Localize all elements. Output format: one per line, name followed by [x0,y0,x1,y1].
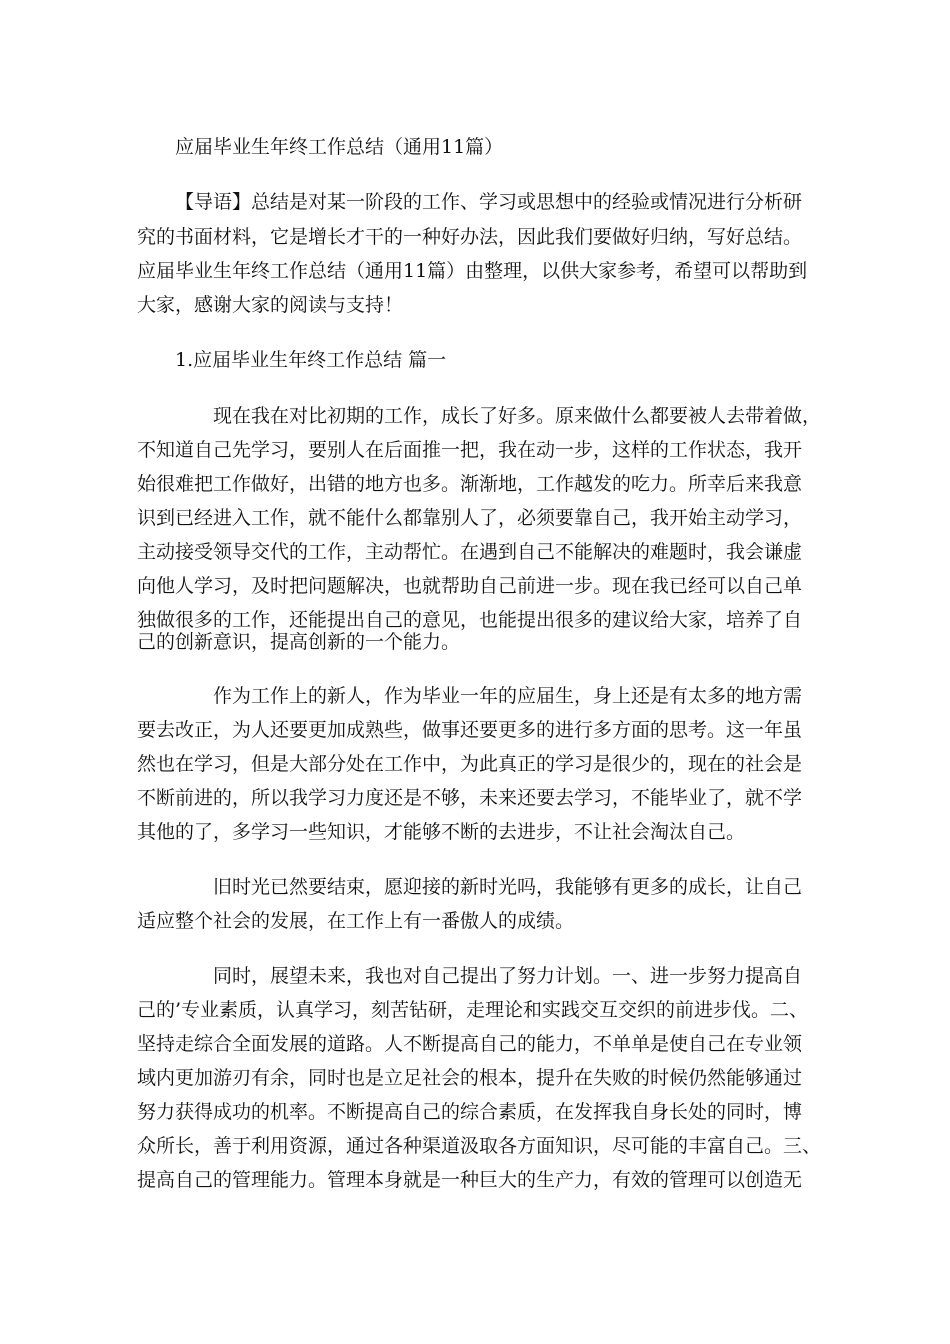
paragraph-line: 识到已经进入工作，就不能什么都靠别人了，必须要靠自己，我开始主动学习， [137,507,803,529]
paragraph-line: 始很难把工作做好，出错的地方也多。渐渐地，工作越发的吃力。所幸后来我意 [137,473,803,495]
paragraph-line: 旧时光已然要结束，愿迎接的新时光吗，我能够有更多的成长，让自己 [213,876,803,898]
paragraph-line: 作为工作上的新人，作为毕业一年的应届生，身上还是有太多的地方需 [213,685,803,707]
paragraph-line: 主动接受领导交代的工作，主动帮忙。在遇到自己不能解决的难题时，我会谦虚 [137,541,803,563]
intro-line: 大家，感谢大家的阅读与支持！ [137,294,404,316]
paragraph-line: 域内更加游刃有余，同时也是立足社会的根本，提升在失败的时候仍然能够通过 [137,1067,803,1089]
paragraph-line: 适应整个社会的发展，在工作上有一番傲人的成绩。 [137,910,575,932]
paragraph-line: 要去改正，为人还要更加成熟些，做事还要更多的进行多方面的思考。这一年虽 [137,719,803,741]
paragraph-line: 众所长，善于利用资源，通过各种渠道汲取各方面知识，尽可能的丰富自己。三、 [137,1135,822,1157]
paragraph-line: 坚持走综合全面发展的道路。人不断提高自己的能力，不单单是使自己在专业领 [137,1033,803,1055]
intro-line: 【导语】总结是对某一阶段的工作、学习或思想中的经验或情况进行分析研 [175,191,803,213]
paragraph-line: 现在我在对比初期的工作，成长了好多。原来做什么都要被人去带着做， [213,405,822,427]
paragraph-line: 不断前进的，所以我学习力度还是不够，未来还要去学习，不能毕业了，就不学 [137,787,803,809]
intro-line: 究的书面材料，它是增长才干的一种好办法，因此我们要做好归纳，写好总结。 [137,226,803,248]
intro-line: 应届毕业生年终工作总结（通用11篇）由整理，以供大家参考，希望可以帮助到 [137,260,808,282]
paragraph-line: 努力获得成功的机率。不断提高自己的综合素质，在发挥我自身长处的同时，博 [137,1101,803,1123]
section-heading: 1.应届毕业生年终工作总结 篇一 [175,349,447,371]
document-title: 应届毕业生年终工作总结（通用11篇） [175,136,504,158]
paragraph-line: 然也在学习，但是大部分处在工作中，为此真正的学习是很少的，现在的社会是 [137,753,803,775]
paragraph-line: 其他的了，多学习一些知识，才能够不断的去进步，不让社会淘汰自己。 [137,821,746,843]
paragraph-line: 独做很多的工作，还能提出自己的意见，也能提出很多的建议给大家，培养了自 [137,609,803,631]
paragraph-line: 己的’专业素质，认真学习，刻苦钻研，走理论和实践交互交织的前进步伐。二、 [137,999,809,1021]
paragraph-line: 不知道自己先学习，要别人在后面推一把，我在动一步，这样的工作状态，我开 [137,439,803,461]
paragraph-line: 向他人学习，及时把问题解决，也就帮助自己前进一步。现在我已经可以自己单 [137,575,803,597]
paragraph-line: 提高自己的管理能力。管理本身就是一种巨大的生产力，有效的管理可以创造无 [137,1169,803,1191]
paragraph-line: 己的创新意识，提高创新的一个能力。 [137,631,461,653]
paragraph-line: 同时，展望未来，我也对自己提出了努力计划。一、进一步努力提高自 [213,965,803,987]
